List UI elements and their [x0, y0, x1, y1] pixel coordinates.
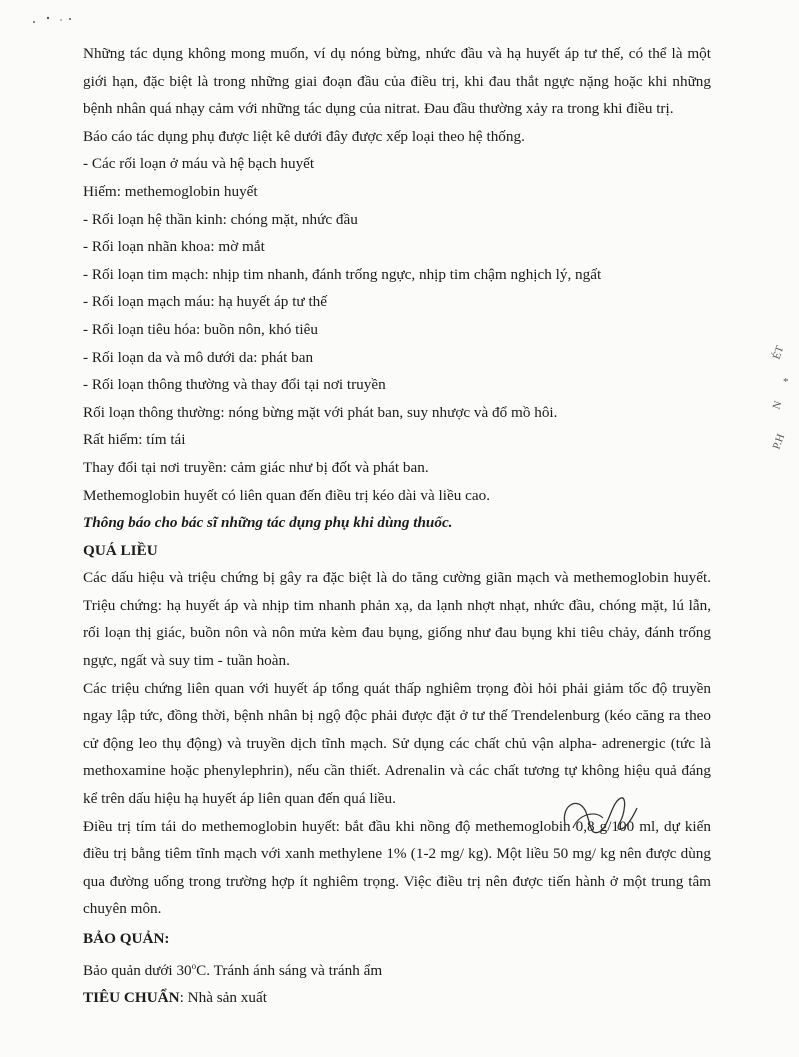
- standard-value: : Nhà sản xuất: [179, 989, 267, 1007]
- list-item: - Rối loạn nhãn khoa: mờ mắt: [83, 238, 265, 256]
- list-item: - Rối loạn tim mạch: nhịp tim nhanh, đánh trống ngực, nhịp tim chậm nghịch lý, ngất: [83, 265, 602, 283]
- side-stamp-fragment: [759, 330, 799, 470]
- cyanosis-treatment: Điều trị tím tái do methemoglobin huyết: bắt đầu khi nồng độ methemoglobin 0,8 g/100 ml, dự kiến điều trị bằng tiêm tĩnh mạch với xanh methylene 1% (1-2 mg/ kg). Một liều 50 mg/ kg nên được dùng qua đường uống trong trường hợp ít nghiêm trọng. Việc điều trị nên được tiến hành ở một trung tâm chuyên môn.: [83, 817, 711, 918]
- document-body: [83, 40, 711, 1012]
- standard-label: TIÊU CHUẨN: [83, 989, 180, 1007]
- overdose-treatment: Các triệu chứng liên quan với huyết áp tổng quát thấp nghiêm trọng đòi hỏi phải giảm tốc độ truyền ngay lập tức, đồng thời, bệnh nhân bị ngộ độc phải được đặt ở tư thế Trendelenburg (kéo căng ra theo cử động leo thụ động) và truyền dịch tĩnh mạch. Sử dụng các chất chủ vận alpha- adrenergic (tức là methoxamine hoặc phenylephrin), nếu cần thiết. Adrenalin và các chất tương tự không hiệu quả đáng kể trên dấu hiệu hạ huyết áp liên quan đến quá liều.: [83, 679, 711, 808]
- stamp-fragment-3: N: [770, 399, 785, 412]
- list-item: - Các rối loạn ở máu và hệ bạch huyết: [83, 155, 315, 173]
- list-item: Thay đổi tại nơi truyền: cảm giác như bị đốt và phát ban.: [83, 458, 429, 476]
- stamp-fragment-1: ÉT: [770, 344, 787, 362]
- list-item: Rối loạn thông thường: nóng bừng mặt với phát ban, suy nhược và đổ mồ hôi.: [83, 403, 558, 421]
- stamp-fragment-4: P.H: [770, 432, 788, 452]
- list-item: - Rối loạn hệ thần kinh: chóng mặt, nhức đầu: [83, 210, 358, 228]
- list-item: Hiếm: methemoglobin huyết: [83, 182, 258, 200]
- overdose-symptoms: Các dấu hiệu và triệu chứng bị gây ra đặc biệt là do tăng cường giãn mạch và methemoglobin huyết. Triệu chứng: hạ huyết áp và nhịp tim nhanh phản xạ, da lạnh nhợt nhạt, nhức đầu, chóng mặt, lú lẫn, rối loạn thị giác, buồn nôn và nôn mửa kèm đau bụng, giống như đau bụng khi tiêu chảy, đánh trống ngực, ngất và suy tim - tuần hoàn.: [83, 569, 711, 670]
- side-effects-intro: Những tác dụng không mong muốn, ví dụ nóng bừng, nhức đầu và hạ huyết áp tư thế, có thể là một giới hạn, đặc biệt là trong những giai đoạn đầu của điều trị, khi đau thắt ngực nặng hoặc khi những bệnh nhân quá nhạy cảm với những tác dụng của nitrat. Đau đầu thường xảy ra trong khi điều trị.: [83, 45, 711, 118]
- storage-text: Bảo quản dưới 30$^o$C. Tránh ánh sáng và tránh ẩm: [83, 960, 383, 979]
- scan-specks: [28, 10, 88, 30]
- classification-note: Báo cáo tác dụng phụ được liệt kê dưới đây được xếp loại theo hệ thống.: [83, 127, 525, 145]
- storage-heading: BẢO QUẢN:: [83, 930, 170, 947]
- handwritten-signature: [555, 784, 645, 846]
- list-item: - Rối loạn mạch máu: hạ huyết áp tư thế: [83, 293, 327, 311]
- list-item: - Rối loạn da và mô dưới da: phát ban: [83, 348, 314, 366]
- doctor-notice: Thông báo cho bác sĩ những tác dụng phụ khi dùng thuốc.: [83, 514, 453, 532]
- stamp-fragment-2: *: [783, 376, 789, 388]
- list-item: Rất hiếm: tím tái: [83, 431, 186, 449]
- list-item: - Rối loạn thông thường và thay đổi tại nơi truyền: [83, 376, 386, 394]
- list-item: - Rối loạn tiêu hóa: buồn nôn, khó tiêu: [83, 320, 318, 338]
- overdose-heading: QUÁ LIỀU: [83, 541, 158, 559]
- list-item: Methemoglobin huyết có liên quan đến điều trị kéo dài và liều cao.: [83, 486, 490, 504]
- standard-line: [83, 984, 711, 1012]
